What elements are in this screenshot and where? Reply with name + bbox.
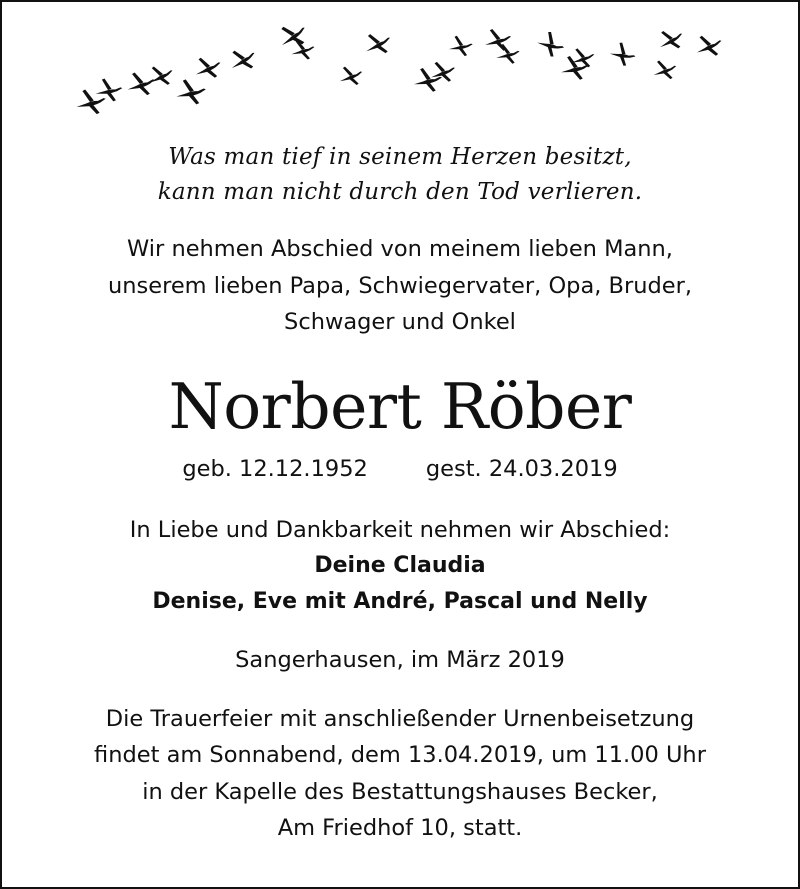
flock-of-cranes-icon	[2, 2, 798, 132]
funeral-line-3: in der Kapelle des Bestattungshauses Becker,	[142, 779, 658, 805]
mourners-line-1: Deine Claudia	[314, 553, 486, 578]
death-date: gest. 24.03.2019	[425, 456, 618, 482]
life-dates	[2, 456, 798, 482]
quote-line-2: kann man nicht durch den Tod verlieren.	[157, 179, 643, 205]
funeral-line-2: findet am Sonnabend, dem 13.04.2019, um 11.00 Uhr	[94, 742, 706, 768]
intro-line-2: unserem lieben Papa, Schwiegervater, Opa, Bruder,	[107, 273, 693, 299]
intro-line-1: Wir nehmen Abschied von meinem lieben Mann,	[127, 236, 673, 262]
mourners-line-2: Denise, Eve mit André, Pascal und Nelly	[152, 589, 648, 614]
funeral-line-4: Am Friedhof 10, statt.	[277, 815, 523, 841]
deceased-name: Norbert Röber	[168, 370, 632, 443]
intro-line-3: Schwager und Onkel	[284, 309, 516, 335]
quote-line-1: Was man tief in seinem Herzen besitzt,	[168, 144, 632, 170]
mourners-intro: In Liebe und Dankbarkeit nehmen wir Abschied:	[129, 517, 671, 543]
birth-date: geb. 12.12.1952	[182, 456, 368, 482]
funeral-line-1: Die Trauerfeier mit anschließender Urnenbeisetzung	[105, 706, 695, 732]
place-and-date: Sangerhausen, im März 2019	[235, 647, 565, 673]
